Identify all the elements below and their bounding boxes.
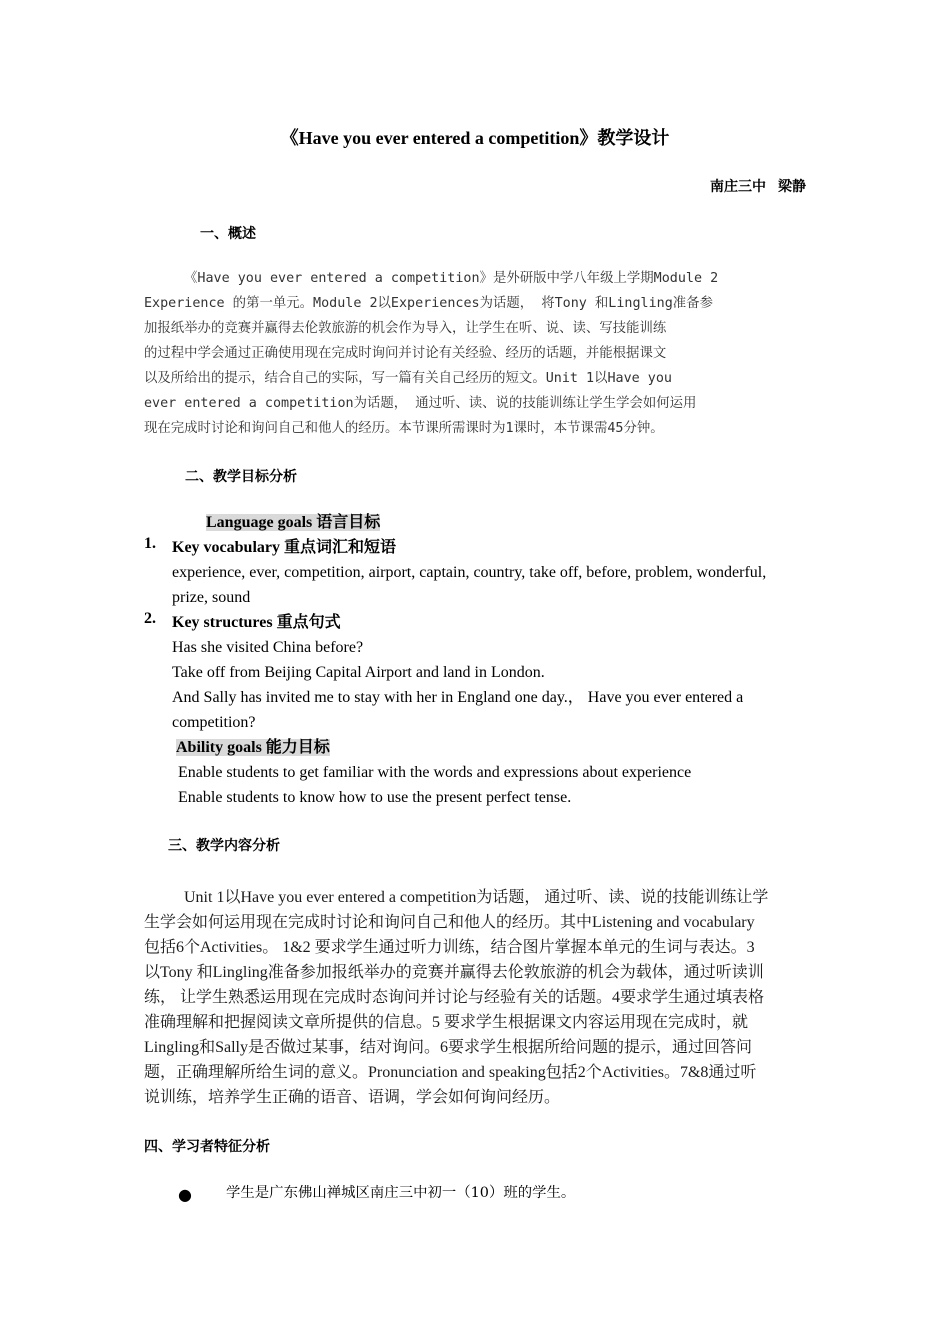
paragraph-line: 准确理解和把握阅读文章所提供的信息。5 要求学生根据课文内容运用现在完成时，就 xyxy=(144,1014,749,1031)
ability-line: Enable students to get familiar with the words and expressions about experience xyxy=(178,764,692,781)
vocabulary-line: prize, sound xyxy=(172,589,251,606)
paragraph-line: 以及所给出的提示，结合自己的实际，写一篇有关自己经历的短文。Unit 1以Have you xyxy=(144,371,672,386)
document-title: 《Have you ever entered a competition》教学设计 xyxy=(280,128,670,148)
author-name: 梁静 xyxy=(778,179,806,195)
paragraph-line: 题，正确理解所给生词的意义。Pronunciation and speaking包括2个Activities。7&8通过听 xyxy=(144,1064,757,1081)
author-line xyxy=(710,176,806,196)
key-structures-title: Key structures 重点句式 xyxy=(172,614,341,631)
section-heading-goals: 二、教学目标分析 xyxy=(185,469,297,485)
paragraph-line: 包括6个Activities。 1&2 要求学生通过听力训练，结合图片掌握本单元的生词与表达。3 xyxy=(144,939,755,956)
ability-line: Enable students to know how to use the present perfect tense. xyxy=(178,789,572,806)
structure-line: Take off from Beijing Capital Airport and land in London. xyxy=(172,664,545,681)
list-number: 2. xyxy=(144,610,156,627)
bullet-icon: ● xyxy=(178,1185,192,1204)
paragraph-line: 说训练，培养学生正确的语音、语调，学会如何询问经历。 xyxy=(144,1089,561,1106)
section-heading-overview: 一、概述 xyxy=(200,226,256,242)
paragraph-line: Lingling和Sally是否做过某事，结对询问。6要求学生根据所给问题的提示，通过回答问 xyxy=(144,1039,753,1056)
language-goals-label: Language goals 语言目标 xyxy=(206,514,381,531)
section-heading-content: 三、教学内容分析 xyxy=(168,838,280,854)
paragraph-line: 现在完成时讨论和询问自己和他人的经历。本节课所需课时为1课时，本节课需45分钟。 xyxy=(144,421,664,436)
structure-line: Has she visited China before? xyxy=(172,639,364,656)
paragraph-line: ever entered a competition为话题， 通过听、读、说的技能训练让学生学会如何运用 xyxy=(144,396,697,411)
paragraph-line: 以Tony 和Lingling准备参加报纸举办的竞赛并赢得去伦敦旅游的机会为载体，通过听读训 xyxy=(144,964,764,981)
structure-line: competition? xyxy=(172,714,256,731)
vocabulary-line: experience, ever, competition, airport, captain, country, take off, before, problem, wonderful, xyxy=(172,564,767,581)
learner-bullet-text: 学生是广东佛山禅城区南庄三中初一（10）班的学生。 xyxy=(226,1185,576,1201)
paragraph-line: Unit 1以Have you ever entered a competition为话题， 通过听、读、说的技能训练让学 xyxy=(184,889,769,906)
overview-paragraph xyxy=(144,266,806,441)
paragraph-line: Experience 的第一单元。Module 2以Experiences为话题， 将Tony 和Lingling准备参 xyxy=(144,296,713,311)
section-heading-learners: 四、学习者特征分析 xyxy=(144,1139,270,1155)
paragraph-line: 练， 让学生熟悉运用现在完成时态询问并讨论与经验有关的话题。4要求学生通过填表格 xyxy=(144,989,765,1006)
paragraph-line: 生学会如何运用现在完成时讨论和询问自己和他人的经历。其中Listening and vocabulary xyxy=(144,914,755,931)
structure-line: And Sally has invited me to stay with her in England one day.， Have you ever entered a xyxy=(172,689,744,706)
list-number: 1. xyxy=(144,535,156,552)
paragraph-line: 《Have you ever entered a competition》是外研版中学八年级上学期Module 2 xyxy=(184,271,719,286)
ability-goals-label: Ability goals 能力目标 xyxy=(176,739,330,756)
paragraph-line: 的过程中学会通过正确使用现在完成时询问并讨论有关经验、经历的话题，并能根据课文 xyxy=(144,346,667,361)
key-vocabulary-title: Key vocabulary 重点词汇和短语 xyxy=(172,539,396,556)
paragraph-line: 加报纸举办的竞赛并赢得去伦敦旅游的机会作为导入，让学生在听、说、读、写技能训练 xyxy=(144,321,667,336)
content-paragraph xyxy=(144,885,806,1110)
author-school: 南庄三中 xyxy=(710,179,766,195)
